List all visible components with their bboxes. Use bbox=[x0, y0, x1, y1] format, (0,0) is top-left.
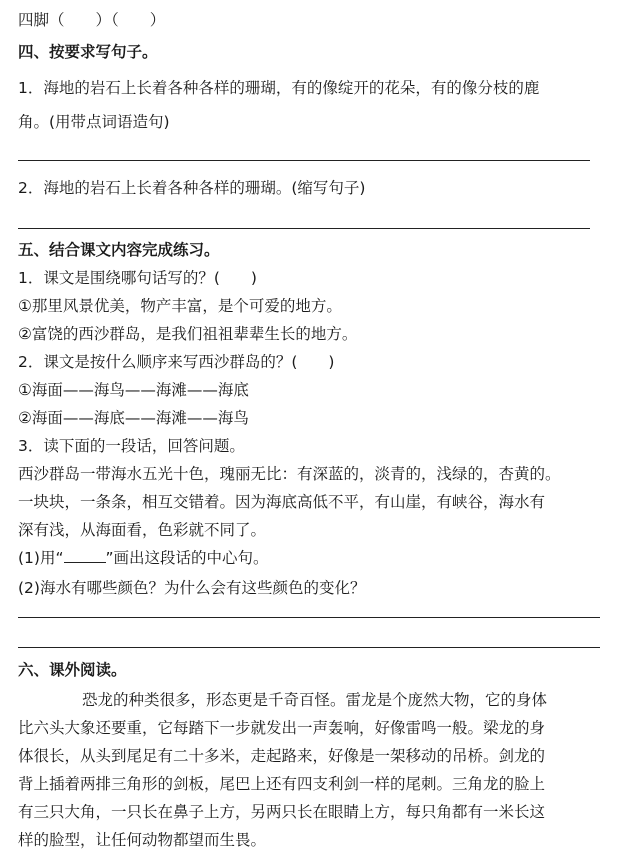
section5-sub1 bbox=[18, 548, 269, 568]
section6-title: 六、课外阅读。 bbox=[18, 661, 127, 679]
reading-line: 比六头大象还要重，它每踏下一步就发出一声轰响，好像雷鸣一般。梁龙的身 bbox=[18, 719, 546, 737]
answer-line[interactable] bbox=[18, 228, 590, 229]
section5-q2-option1: ①海面——海鸟——海滩——海底 bbox=[18, 381, 249, 399]
section5-q1-option2: ②富饶的西沙群岛，是我们祖祖辈辈生长的地方。 bbox=[18, 325, 358, 343]
reading-line: 背上插着两排三角形的剑板，尾巴上还有四支利剑一样的尾刺。三角龙的脸上 bbox=[18, 775, 546, 793]
section5-q1-option1: ①那里风景优美，物产丰富，是个可爱的地方。 bbox=[18, 297, 342, 315]
top-line: 四脚（ ）（ ） bbox=[18, 11, 166, 29]
passage-line: 深有浅，从海面看，色彩就不同了。 bbox=[18, 521, 267, 539]
underline-sample bbox=[64, 548, 106, 563]
section4-q2: 2．海地的岩石上长着各种各样的珊瑚。(缩写句子) bbox=[18, 179, 366, 197]
sub1-suffix: ”画出这段话的中心句。 bbox=[105, 549, 269, 567]
section5-q1: 1．课文是围绕哪句话写的？( ) bbox=[18, 269, 257, 287]
section5-sub2: (2)海水有哪些颜色？为什么会有这些颜色的变化？ bbox=[18, 579, 366, 597]
sub1-prefix: (1)用“ bbox=[18, 549, 64, 567]
section4-q1-line2: 角。(用带点词语造句) bbox=[18, 113, 170, 131]
passage-line: 一块块，一条条，相互交错着。因为海底高低不平，有山崖，有峡谷，海水有 bbox=[18, 493, 546, 511]
answer-line[interactable] bbox=[18, 160, 590, 161]
section4-title: 四、按要求写句子。 bbox=[18, 43, 158, 61]
reading-line: 有三只大角，一只长在鼻子上方，另两只长在眼睛上方，每只角都有一米长这 bbox=[18, 803, 546, 821]
section5-q2-option2: ②海面——海底——海滩——海鸟 bbox=[18, 409, 249, 427]
answer-line[interactable] bbox=[18, 617, 600, 618]
section5-q3: 3．读下面的一段话，回答问题。 bbox=[18, 437, 245, 455]
reading-line: 样的脸型，让任何动物都望而生畏。 bbox=[18, 831, 267, 849]
section5-q2: 2．课文是按什么顺序来写西沙群岛的？( ) bbox=[18, 353, 335, 371]
answer-line[interactable] bbox=[18, 647, 600, 648]
section4-q1-line1: 1．海地的岩石上长着各种各样的珊瑚，有的像绽开的花朵，有的像分枝的鹿 bbox=[18, 79, 540, 97]
section5-title: 五、结合课文内容完成练习。 bbox=[18, 241, 220, 259]
reading-line: 恐龙的种类很多，形态更是千奇百怪。雷龙是个庞然大物，它的身体 bbox=[82, 691, 548, 709]
reading-line: 体很长，从头到尾足有二十多米，走起路来，好像是一架移动的吊桥。剑龙的 bbox=[18, 747, 546, 765]
passage-line: 西沙群岛一带海水五光十色，瑰丽无比：有深蓝的，淡青的，浅绿的，杏黄的。 bbox=[18, 465, 561, 483]
